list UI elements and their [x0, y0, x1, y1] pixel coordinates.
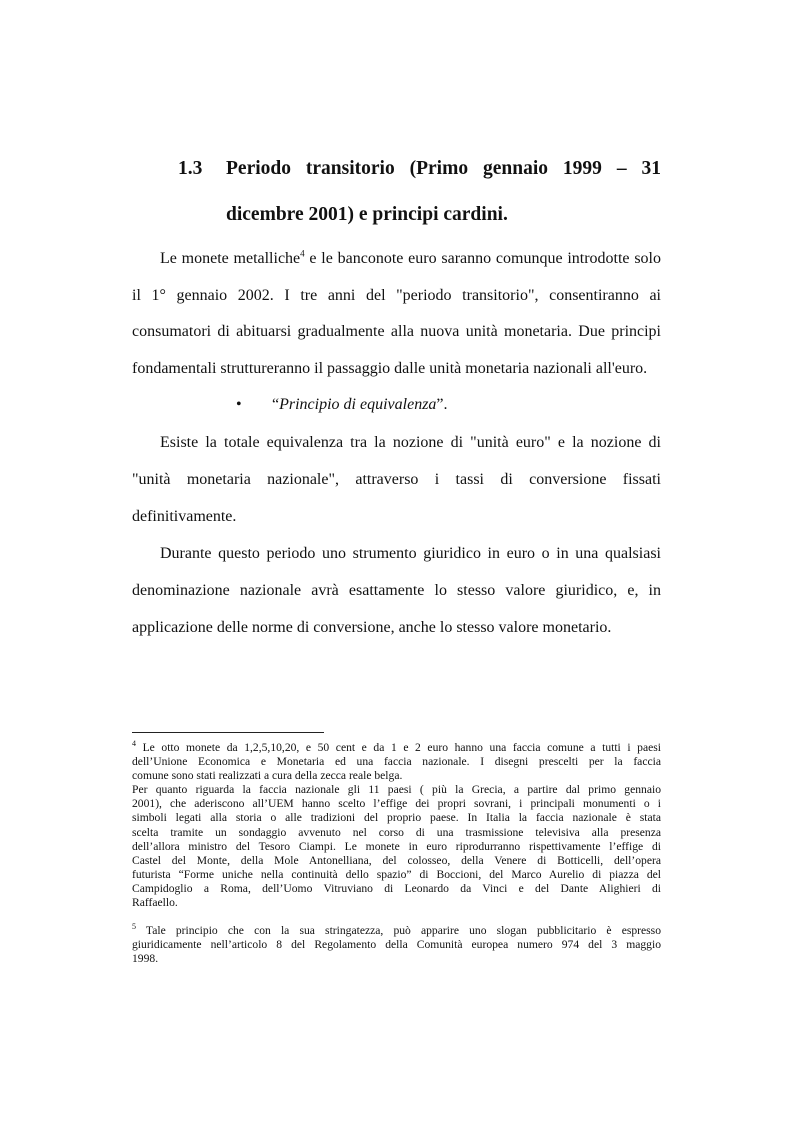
- para1-line4: fondamentali struttureranno il passaggio dalle unità monetaria nazionali all'euro.: [132, 360, 648, 377]
- footnote-mark-4: 4: [132, 739, 136, 749]
- footnote-ref-4[interactable]: 4: [300, 248, 305, 259]
- para3-line3: applicazione delle norme di conversione, anche lo stesso valore monetario.: [132, 619, 612, 636]
- footnote-4: $^4$ Le otto monete da 1,2,5,10,20, e 50 cent e da 1 e 2 euro hanno una faccia comune a tutti i paesi dell’Unione Economica e Monetaria ed una faccia nazionale. I disegni prescelti per la faccia comune sono stati realizzati a cura della zecca reale belga. Per quanto riguarda la faccia nazionale gli 11 paesi ( più la Grecia, a partire dal primo gennaio 2001), che aderiscono all’UEM hanno scelto l’effige dei propri sovrani, i principali monumenti o i simboli legati alla storia o alle tradizioni del proprio paese. In Italia la faccia nazionale è stata scelta tramite un sondaggio avvenuto nel corso di una trasmissione televisiva alla presenza dell’allora ministro del Tesoro Ciampi. Le monete in euro riprodurranno rispettivamente l’effige di Castel del Monte, della Mole Antonelliana, del colosseo, della Venere di Botticelli, dell’opera futurista “Forme uniche nella continuità dello spazio” di Boccioni, del Marco Aurelio di piazza del Campidoglio a Roma, dell’Uomo Vitruviano di Leonardo da Vinci e del Dante Alighieri di Raffaello.: [132, 739, 661, 910]
- section-number: 1.3: [178, 158, 203, 179]
- para2-line3: definitivamente.: [132, 508, 237, 525]
- para2-line2: "unità monetaria nazionale", attraverso i tassi di conversione fissati: [132, 471, 661, 488]
- para3-line1: Durante questo periodo uno strumento giuridico in euro o in una qualsiasi: [160, 545, 661, 562]
- footnote-5: $^5$ Tale principio che con la sua stringatezza, può apparire uno slogan pubblicitario è espresso giuridicamente nell’articolo 8 del Regolamento della Comunità europea numero 974 del 3 maggio 1998.: [132, 922, 661, 966]
- para1-line3: consumatori di abituarsi gradualmente alla nuova unità monetaria. Due principi: [132, 323, 661, 340]
- section-title-line2: dicembre 2001) e principi cardini.: [226, 204, 508, 225]
- bullet-dot: •: [236, 396, 242, 413]
- para2-line1: Esiste la totale equivalenza tra la nozione di "unità euro" e la nozione di: [160, 434, 661, 451]
- para1-line1: Le monete metalliche$^4$ e le banconote euro saranno comunque introdotte solo: [160, 248, 661, 267]
- para1-line2: il 1° gennaio 2002. I tre anni del "periodo transitorio", consentiranno ai: [132, 287, 661, 304]
- section-title-line1: Periodo transitorio (Primo gennaio 1999 – 31: [226, 158, 661, 179]
- principle-name: Principio di equivalenza: [279, 396, 437, 413]
- para3-line2: denominazione nazionale avrà esattamente lo stesso valore giuridico, e, in: [132, 582, 661, 599]
- footnote-separator: [132, 732, 324, 733]
- bullet-principle: • “Principio di equivalenza”.: [236, 396, 448, 413]
- footnote-mark-5: 5: [132, 922, 136, 932]
- section-heading: [178, 158, 661, 180]
